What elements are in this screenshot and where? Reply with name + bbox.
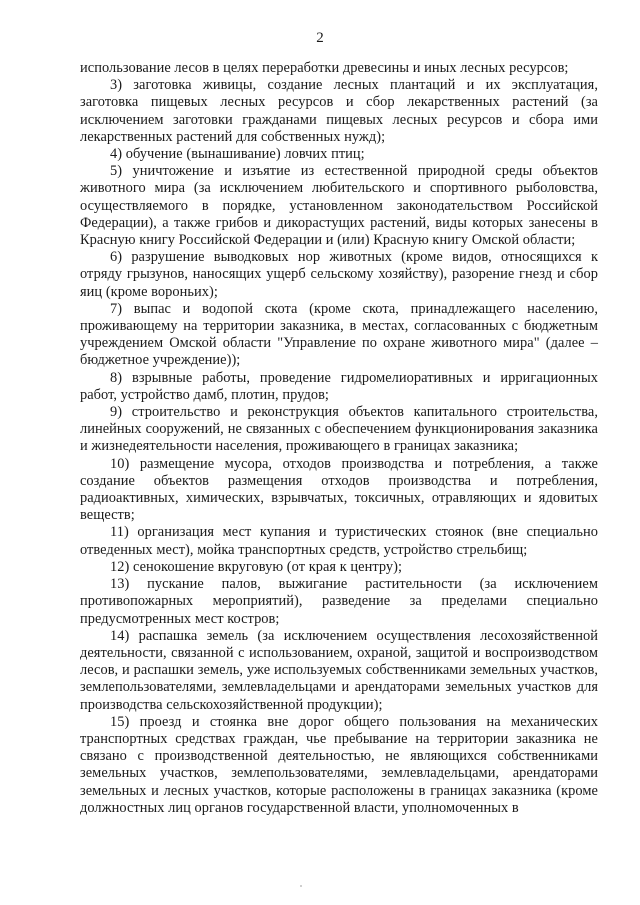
paragraph-item-13: 13) пускание палов, выжигание растительности (за исключением противопожарных мероприятий), разведение за пределами специально предусмотренных мест костров;	[80, 576, 598, 627]
paragraph-item-12: 12) сенокошение вкруговую (от края к центру);	[110, 558, 403, 575]
paragraph-item-15: 15) проезд и стоянка вне дорог общего пользования на механических транспортных средствах граждан, чье пребывание на территории заказника не связано с производственной деятельностью, не являющихся собственниками земельных участков, землепользователями, землевладельцами, арендаторами земельных и лесных участков, которые расположены в границах заказника (кроме должностных лиц органов государственной власти, уполномоченных в	[80, 713, 598, 816]
scan-speck	[300, 885, 302, 887]
paragraph-item-10: 10) размещение мусора, отходов производства и потребления, а также создание объектов размещения отходов производства и потребления, радиоактивных, химических, взрывчатых, токсичных, отравляющих и ядовитых веществ;	[80, 455, 598, 524]
paragraph-item-7: 7) выпас и водопой скота (кроме скота, принадлежащего населению, проживающему на территории заказника, в местах, согласованных с бюджетным учреждением Омской области "Управление по охране животного мира" (далее – бюджетное учреждение));	[80, 300, 598, 369]
paragraph-item-6: 6) разрушение выводковых нор животных (кроме видов, относящихся к отряду грызунов, наносящих ущерб сельскому хозяйству), разорение гнезд и сбор яиц (кроме вороньих);	[80, 249, 598, 300]
paragraph-item-14: 14) распашка земель (за исключением осуществления лесохозяйственной деятельности, связанной с использованием, охраной, защитой и воспроизводством лесов, и распашки земель, уже используемых собственниками земельных участков, землепользователями, землевладельцами и арендаторами земельных участков для производства сельскохозяйственной продукции);	[80, 627, 598, 713]
paragraph-item-8: 8) взрывные работы, проведение гидромелиоративных и ирригационных работ, устройство дамб, плотин, прудов;	[80, 369, 598, 403]
document-body	[80, 60, 598, 817]
page-number: 2	[316, 30, 324, 46]
paragraph-continuation: использование лесов в целях переработки древесины и иных лесных ресурсов;	[80, 60, 569, 76]
paragraph-item-9: 9) строительство и реконструкция объектов капитального строительства, линейных сооружений, не связанных с обеспечением функционирования заказника и жизнедеятельности населения, проживающего в границах заказника;	[80, 404, 598, 455]
paragraph-item-4: 4) обучение (вынашивание) ловчих птиц;	[110, 146, 365, 163]
paragraph-item-3: 3) заготовка живицы, создание лесных плантаций и их эксплуатация, заготовка пищевых лесных ресурсов и сбор лекарственных растений (за исключением заготовки гражданами пищевых лесных ресурсов и сбора ими лекарственных растений для собственных нужд);	[80, 77, 598, 145]
paragraph-item-11: 11) организация мест купания и туристических стоянок (вне специально отведенных мест), мойка транспортных средств, устройство стрельбищ;	[80, 524, 598, 558]
paragraph-item-5: 5) уничтожение и изъятие из естественной природной среды объектов животного мира (за исключением любительского и спортивного рыболовства, осуществляемого в порядке, установленном законодательством Российской Федерации), а также грибов и дикорастущих растений, виды которых занесены в Красную книгу Российской Федерации и (или) Красную книгу Омской области;	[80, 163, 598, 249]
